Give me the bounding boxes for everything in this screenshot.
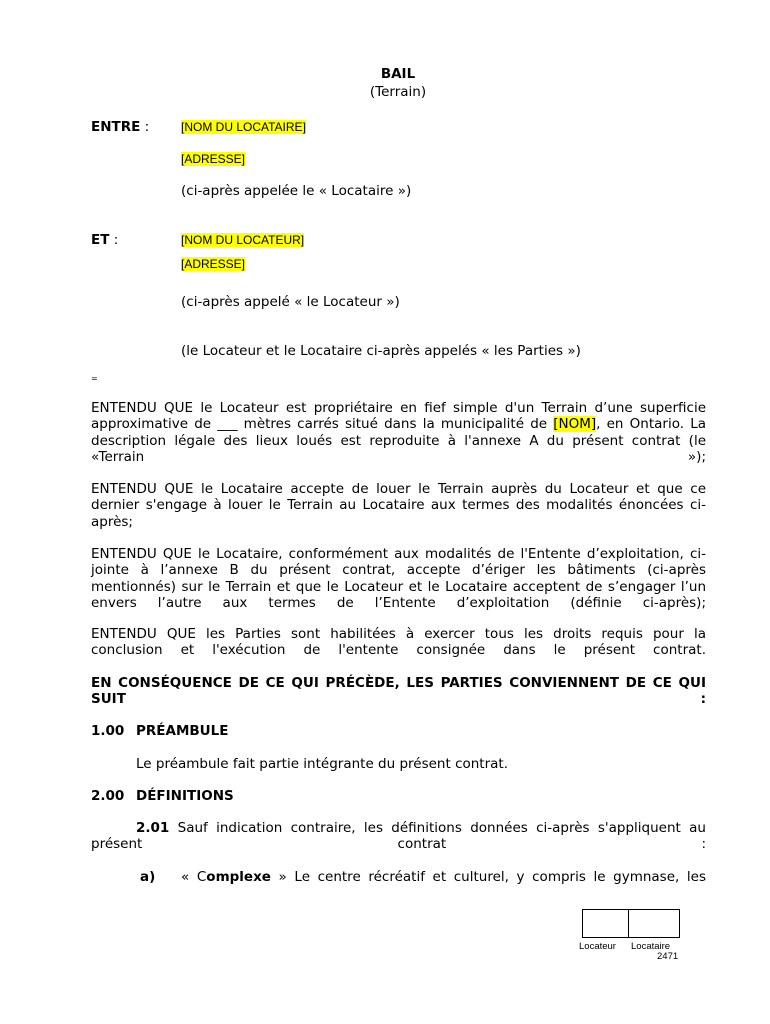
tenant-initials-label: Locataire xyxy=(631,941,671,952)
recital-1 xyxy=(91,400,706,481)
landlord-alias: (ci-après appelé « le Locateur ») xyxy=(181,294,400,310)
recital-1-text-a: ENTENDU QUE le Locateur est propriétaire en fief simple d'un Terrain d’une superficie approximative de ___ mètres carrés situé dans la municipalité de xyxy=(91,400,706,433)
tenant-name xyxy=(181,119,306,135)
entre-word: ENTRE xyxy=(91,119,141,135)
tenant-initials-box[interactable] xyxy=(628,909,680,938)
clause-2-01-number: 2.01 xyxy=(136,820,170,836)
section-1-number: 1.00 xyxy=(91,723,125,739)
consequence-clause: EN CONSÉQUENCE DE CE QUI PRÉCÈDE, LES PARTIES CONVIENNENT DE CE QUI SUIT : xyxy=(91,675,706,708)
item-a-open-quote: « C xyxy=(181,869,207,885)
tenant-address xyxy=(181,151,245,167)
landlord-name xyxy=(181,232,304,248)
landlord-address-placeholder: [ADRESSE] xyxy=(181,257,246,271)
document-subtitle: (Terrain) xyxy=(369,84,427,100)
landlord-name-placeholder: [NOM DU LOCATEUR] xyxy=(181,233,305,247)
et-word: ET xyxy=(91,232,110,248)
municipality-placeholder: [NOM] xyxy=(553,416,597,433)
recital-2: ENTENDU QUE le Locataire accepte de louer le Terrain auprès du Locateur et que ce dernier s'engage à louer le Terrain au Locataire aux termes des modalités énoncées ci-après; xyxy=(91,481,706,530)
paragraph-marker: = xyxy=(91,374,98,383)
tenant-alias: (ci-après appelée le « Locataire ») xyxy=(181,183,412,199)
tenant-address-placeholder: [ADRESSE] xyxy=(181,152,246,166)
recital-1-text-b: , en Ontario. La description légale des lieux loués est reproduite à l'annexe A du présent contrat (le «Terrain »); xyxy=(91,416,706,465)
landlord-initials-box[interactable] xyxy=(582,909,629,938)
entre-label xyxy=(91,119,149,135)
document-title: BAIL xyxy=(380,66,416,82)
item-a-definition: » Le centre récréatif et culturel, y compris le gymnase, les xyxy=(270,869,706,885)
item-a-label: a) xyxy=(140,869,156,885)
section-1-title: PRÉAMBULE xyxy=(136,723,229,739)
entre-colon: : xyxy=(140,119,150,135)
item-a-text xyxy=(181,869,706,885)
section-2-title: DÉFINITIONS xyxy=(136,788,234,804)
tenant-name-placeholder: [NOM DU LOCATAIRE] xyxy=(181,120,306,134)
recital-3: ENTENDU QUE le Locataire, conformément aux modalités de l'Entente d’exploitation, ci-jointe à l’annexe B du présent contrat, accepte d’ériger les bâtiments (ci-après mentionnés) sur le Terrain et que le Locateur et le Locataire acceptent de s’engager l’un envers l’autre aux termes de l’Entente d’exploitation (définie ci-après); xyxy=(91,546,706,611)
et-colon: : xyxy=(109,232,119,248)
section-1-text: Le préambule fait partie intégrante du présent contrat. xyxy=(136,756,509,772)
et-label xyxy=(91,232,118,248)
parties-definition: (le Locateur et le Locataire ci-après appelés « les Parties ») xyxy=(181,343,581,359)
page-code: 2471 xyxy=(657,951,679,962)
item-a-term: omplexe xyxy=(206,869,271,885)
landlord-address xyxy=(181,256,245,272)
recital-4: ENTENDU QUE les Parties sont habilitées à exercer tous les droits requis pour la conclusion et l'exécution de l'entente consignée dans le présent contrat. xyxy=(91,626,706,659)
clause-2-01 xyxy=(91,820,706,869)
landlord-initials-label: Locateur xyxy=(579,941,616,952)
clause-2-01-text: Sauf indication contraire, les définitions données ci-après s'appliquent au présent contrat : xyxy=(91,820,706,853)
section-2-number: 2.00 xyxy=(91,788,125,804)
